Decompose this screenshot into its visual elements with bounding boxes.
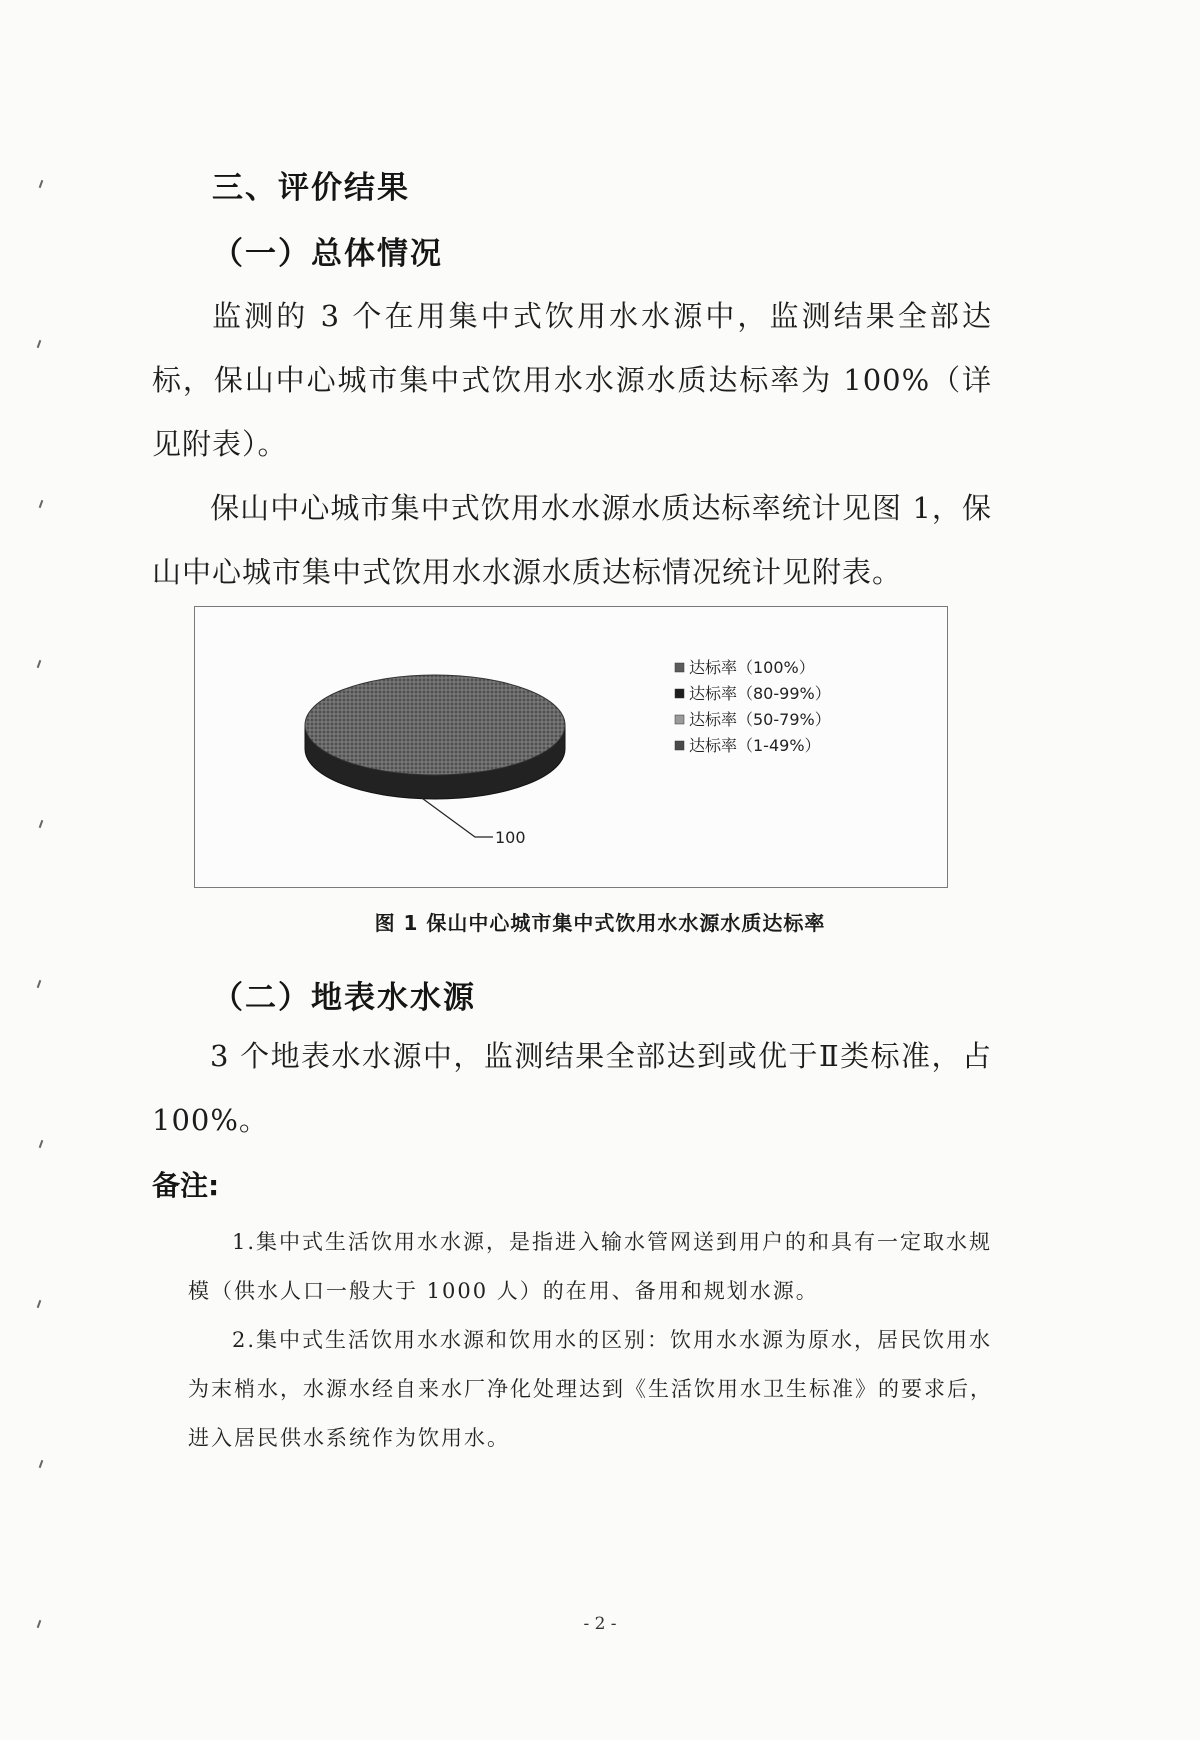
- pie-chart-frame: [194, 606, 948, 888]
- legend-label: 达标率（80-99%）: [689, 684, 831, 703]
- data-label-leader-line: [415, 793, 493, 837]
- section-heading: 三、评价结果: [212, 170, 410, 206]
- remarks-title: 备注:: [152, 1169, 220, 1202]
- legend-label: 达标率（1-49%）: [689, 736, 821, 755]
- subsection-heading-overall: （一）总体情况: [212, 236, 443, 272]
- figure-caption: 图 1 保山中心城市集中式饮用水水源水质达标率: [374, 911, 826, 935]
- legend-swatch: [675, 741, 684, 750]
- paragraph-surface-water: [152, 1024, 992, 1152]
- scan-mark: [39, 820, 44, 828]
- paragraph-figure-ref-text: 保山中心城市集中式饮用水水源水质达标率统计见图 1，保山中心城市集中式饮用水水源水质达标情况统计见附表。: [152, 491, 992, 589]
- scan-mark: [39, 180, 44, 188]
- remark-note-1-text: 1.集中式生活饮用水水源，是指进入输水管网送到用户的和具有一定取水规模（供水人口一般大于 1000 人）的在用、备用和规划水源。: [188, 1230, 993, 1303]
- legend-label: 达标率（100%）: [689, 658, 815, 677]
- subsection-heading-surface-water: （二）地表水水源: [212, 980, 476, 1016]
- pie-slice: [305, 675, 565, 775]
- scan-mark: [37, 1300, 42, 1308]
- scan-mark: [37, 660, 42, 668]
- remark-note-1: [188, 1218, 993, 1316]
- scan-mark: [39, 1140, 44, 1148]
- scan-mark: [39, 500, 44, 508]
- page-number: - 2 -: [583, 1614, 617, 1634]
- legend-swatch: [675, 689, 684, 698]
- scan-mark: [37, 980, 42, 988]
- legend-swatch: [675, 663, 684, 672]
- pie-chart: [195, 607, 947, 887]
- paragraph-surface-water-text: 3 个地表水水源中，监测结果全部达到或优于Ⅱ类标准，占 100%。: [152, 1039, 992, 1137]
- legend-swatch: [675, 715, 684, 724]
- legend-label: 达标率（50-79%）: [689, 710, 831, 729]
- remark-note-2-text: 2.集中式生活饮用水水源和饮用水的区别：饮用水水源为原水，居民饮用水为末梢水，水源水经自来水厂净化处理达到《生活饮用水卫生标准》的要求后，进入居民供水系统作为饮用水。: [188, 1328, 993, 1450]
- scan-mark: [39, 1460, 44, 1468]
- scan-mark: [37, 340, 42, 348]
- paragraph-overall-text: 监测的 3 个在用集中式饮用水水源中，监测结果全部达标，保山中心城市集中式饮用水水源水质达标率为 100%（详见附表）。: [152, 299, 992, 461]
- data-label: 100: [495, 828, 526, 847]
- remark-note-2: [188, 1316, 993, 1463]
- paragraph-figure-ref: [152, 476, 992, 604]
- paragraph-overall: [152, 284, 992, 476]
